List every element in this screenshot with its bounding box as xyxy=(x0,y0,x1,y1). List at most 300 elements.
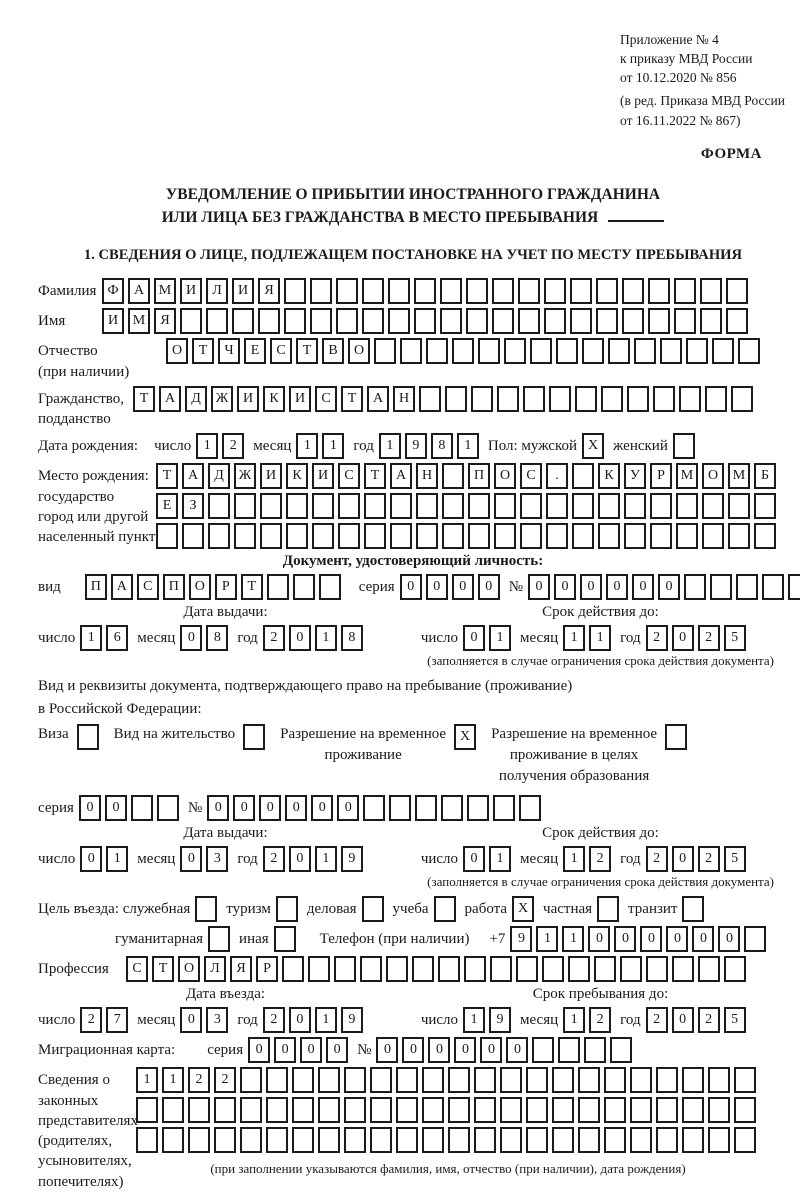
char-box[interactable]: 1 xyxy=(80,625,102,651)
char-box[interactable] xyxy=(724,956,746,982)
char-box[interactable]: Я xyxy=(230,956,252,982)
purpose-official-checkbox[interactable] xyxy=(195,896,217,922)
char-box[interactable] xyxy=(519,795,541,821)
char-box[interactable]: Д xyxy=(208,463,230,489)
char-box[interactable]: 9 xyxy=(341,1007,363,1033)
char-box[interactable] xyxy=(650,523,672,549)
char-box[interactable] xyxy=(500,1127,522,1153)
char-box[interactable] xyxy=(360,956,382,982)
char-box[interactable]: 0 xyxy=(289,1007,311,1033)
char-box[interactable]: И xyxy=(289,386,311,412)
char-box[interactable] xyxy=(388,308,410,334)
char-box[interactable] xyxy=(400,338,422,364)
char-box[interactable] xyxy=(622,278,644,304)
purpose-work-checkbox[interactable]: X xyxy=(512,896,534,922)
char-box[interactable]: 0 xyxy=(554,574,576,600)
char-box[interactable]: 3 xyxy=(206,1007,228,1033)
char-box[interactable]: 9 xyxy=(489,1007,511,1033)
char-box[interactable] xyxy=(726,278,748,304)
char-box[interactable]: Р xyxy=(256,956,278,982)
char-box[interactable] xyxy=(136,1127,158,1153)
char-box[interactable] xyxy=(584,1037,606,1063)
char-box[interactable]: А xyxy=(128,278,150,304)
char-box[interactable]: Е xyxy=(244,338,266,364)
char-box[interactable] xyxy=(414,308,436,334)
char-box[interactable]: О xyxy=(494,463,516,489)
char-box[interactable] xyxy=(674,308,696,334)
char-box[interactable]: 0 xyxy=(259,795,281,821)
char-box[interactable] xyxy=(286,493,308,519)
char-box[interactable]: 1 xyxy=(106,846,128,872)
char-box[interactable] xyxy=(286,523,308,549)
char-box[interactable]: У xyxy=(624,463,646,489)
char-box[interactable]: С xyxy=(126,956,148,982)
char-box[interactable]: 2 xyxy=(646,1007,668,1033)
char-box[interactable]: 0 xyxy=(80,846,102,872)
char-box[interactable]: Я xyxy=(154,308,176,334)
char-box[interactable]: Т xyxy=(192,338,214,364)
char-box[interactable]: 0 xyxy=(426,574,448,600)
char-box[interactable]: . xyxy=(546,463,568,489)
char-box[interactable]: 0 xyxy=(606,574,628,600)
char-box[interactable]: Ч xyxy=(218,338,240,364)
char-box[interactable]: З xyxy=(182,493,204,519)
char-box[interactable]: 0 xyxy=(478,574,500,600)
char-box[interactable] xyxy=(738,338,760,364)
char-box[interactable] xyxy=(544,278,566,304)
char-box[interactable] xyxy=(702,523,724,549)
char-box[interactable]: 0 xyxy=(248,1037,270,1063)
char-box[interactable]: 1 xyxy=(563,625,585,651)
char-box[interactable]: М xyxy=(154,278,176,304)
char-box[interactable] xyxy=(390,493,412,519)
char-box[interactable]: И xyxy=(102,308,124,334)
char-box[interactable] xyxy=(292,1127,314,1153)
char-box[interactable] xyxy=(426,338,448,364)
char-box[interactable] xyxy=(445,386,467,412)
char-box[interactable]: 2 xyxy=(263,625,285,651)
char-box[interactable] xyxy=(414,278,436,304)
char-box[interactable]: 0 xyxy=(180,625,202,651)
char-box[interactable] xyxy=(754,523,776,549)
char-box[interactable] xyxy=(754,493,776,519)
char-box[interactable]: 5 xyxy=(724,625,746,651)
char-box[interactable] xyxy=(156,523,178,549)
char-box[interactable] xyxy=(452,338,474,364)
char-box[interactable]: 2 xyxy=(698,625,720,651)
char-box[interactable]: 0 xyxy=(672,1007,694,1033)
char-box[interactable]: 0 xyxy=(180,1007,202,1033)
char-box[interactable] xyxy=(520,493,542,519)
char-box[interactable] xyxy=(726,308,748,334)
purpose-study-checkbox[interactable] xyxy=(434,896,456,922)
char-box[interactable] xyxy=(310,278,332,304)
char-box[interactable] xyxy=(656,1127,678,1153)
char-box[interactable] xyxy=(682,1097,704,1123)
char-box[interactable] xyxy=(396,1127,418,1153)
char-box[interactable] xyxy=(734,1127,756,1153)
char-box[interactable] xyxy=(728,523,750,549)
char-box[interactable] xyxy=(492,308,514,334)
char-box[interactable] xyxy=(650,493,672,519)
char-box[interactable] xyxy=(466,308,488,334)
char-box[interactable]: Н xyxy=(416,463,438,489)
char-box[interactable] xyxy=(549,386,571,412)
char-box[interactable] xyxy=(684,574,706,600)
char-box[interactable]: 0 xyxy=(289,846,311,872)
char-box[interactable] xyxy=(731,386,753,412)
char-box[interactable]: В xyxy=(322,338,344,364)
char-box[interactable] xyxy=(362,278,384,304)
char-box[interactable] xyxy=(596,278,618,304)
char-box[interactable]: М xyxy=(128,308,150,334)
char-box[interactable]: Л xyxy=(206,278,228,304)
char-box[interactable] xyxy=(471,386,493,412)
char-box[interactable] xyxy=(396,1067,418,1093)
char-box[interactable] xyxy=(596,308,618,334)
char-box[interactable] xyxy=(578,1127,600,1153)
char-box[interactable] xyxy=(478,338,500,364)
char-box[interactable] xyxy=(157,795,179,821)
char-box[interactable]: С xyxy=(315,386,337,412)
char-box[interactable] xyxy=(234,493,256,519)
char-box[interactable] xyxy=(240,1127,262,1153)
char-box[interactable] xyxy=(390,523,412,549)
char-box[interactable]: О xyxy=(166,338,188,364)
char-box[interactable]: 9 xyxy=(510,926,532,952)
char-box[interactable] xyxy=(208,523,230,549)
char-box[interactable] xyxy=(582,338,604,364)
char-box[interactable] xyxy=(284,278,306,304)
char-box[interactable]: 0 xyxy=(400,574,422,600)
char-box[interactable]: Т xyxy=(241,574,263,600)
char-box[interactable]: И xyxy=(232,278,254,304)
char-box[interactable] xyxy=(293,574,315,600)
char-box[interactable]: 0 xyxy=(233,795,255,821)
char-box[interactable] xyxy=(604,1097,626,1123)
char-box[interactable]: 7 xyxy=(106,1007,128,1033)
char-box[interactable]: Е xyxy=(156,493,178,519)
char-box[interactable] xyxy=(708,1127,730,1153)
char-box[interactable] xyxy=(627,386,649,412)
char-box[interactable]: К xyxy=(263,386,285,412)
char-box[interactable] xyxy=(546,493,568,519)
char-box[interactable] xyxy=(438,956,460,982)
char-box[interactable]: 9 xyxy=(341,846,363,872)
char-box[interactable] xyxy=(448,1127,470,1153)
char-box[interactable] xyxy=(292,1097,314,1123)
char-box[interactable]: 0 xyxy=(452,574,474,600)
char-box[interactable]: 0 xyxy=(580,574,602,600)
char-box[interactable] xyxy=(594,956,616,982)
permit-checkbox-0[interactable] xyxy=(77,724,99,750)
char-box[interactable]: 0 xyxy=(428,1037,450,1063)
char-box[interactable] xyxy=(162,1127,184,1153)
char-box[interactable]: Т xyxy=(152,956,174,982)
char-box[interactable] xyxy=(572,463,594,489)
char-box[interactable]: 0 xyxy=(480,1037,502,1063)
char-box[interactable] xyxy=(370,1067,392,1093)
char-box[interactable]: 8 xyxy=(431,433,453,459)
char-box[interactable] xyxy=(415,795,437,821)
char-box[interactable]: 0 xyxy=(289,625,311,651)
char-box[interactable] xyxy=(240,1067,262,1093)
char-box[interactable] xyxy=(676,493,698,519)
char-box[interactable] xyxy=(260,493,282,519)
char-box[interactable] xyxy=(336,308,358,334)
char-box[interactable]: П xyxy=(85,574,107,600)
char-box[interactable]: 1 xyxy=(457,433,479,459)
char-box[interactable] xyxy=(648,308,670,334)
char-box[interactable] xyxy=(292,1067,314,1093)
char-box[interactable]: 1 xyxy=(536,926,558,952)
char-box[interactable]: 5 xyxy=(724,846,746,872)
char-box[interactable] xyxy=(698,956,720,982)
char-box[interactable]: 8 xyxy=(341,625,363,651)
char-box[interactable] xyxy=(466,278,488,304)
char-box[interactable] xyxy=(546,523,568,549)
char-box[interactable]: 0 xyxy=(300,1037,322,1063)
char-box[interactable]: 0 xyxy=(632,574,654,600)
char-box[interactable]: О xyxy=(702,463,724,489)
char-box[interactable] xyxy=(422,1067,444,1093)
char-box[interactable] xyxy=(578,1067,600,1093)
char-box[interactable]: 8 xyxy=(206,625,228,651)
char-box[interactable]: Т xyxy=(341,386,363,412)
char-box[interactable]: А xyxy=(111,574,133,600)
char-box[interactable] xyxy=(416,523,438,549)
char-box[interactable] xyxy=(676,523,698,549)
char-box[interactable]: Т xyxy=(364,463,386,489)
char-box[interactable] xyxy=(388,278,410,304)
char-box[interactable] xyxy=(526,1067,548,1093)
char-box[interactable] xyxy=(497,386,519,412)
char-box[interactable] xyxy=(162,1097,184,1123)
char-box[interactable] xyxy=(708,1097,730,1123)
char-box[interactable] xyxy=(344,1127,366,1153)
char-box[interactable] xyxy=(416,493,438,519)
char-box[interactable] xyxy=(702,493,724,519)
char-box[interactable] xyxy=(686,338,708,364)
char-box[interactable] xyxy=(474,1127,496,1153)
char-box[interactable]: Я xyxy=(258,278,280,304)
char-box[interactable]: 0 xyxy=(454,1037,476,1063)
char-box[interactable] xyxy=(624,493,646,519)
char-box[interactable] xyxy=(266,1097,288,1123)
char-box[interactable] xyxy=(762,574,784,600)
char-box[interactable] xyxy=(705,386,727,412)
char-box[interactable] xyxy=(232,308,254,334)
char-box[interactable]: 0 xyxy=(463,846,485,872)
char-box[interactable]: И xyxy=(180,278,202,304)
char-box[interactable] xyxy=(656,1097,678,1123)
char-box[interactable] xyxy=(520,523,542,549)
char-box[interactable] xyxy=(608,338,630,364)
char-box[interactable] xyxy=(362,308,384,334)
char-box[interactable]: 2 xyxy=(589,1007,611,1033)
char-box[interactable] xyxy=(318,1067,340,1093)
char-box[interactable]: 1 xyxy=(296,433,318,459)
char-box[interactable] xyxy=(700,308,722,334)
char-box[interactable]: 1 xyxy=(562,926,584,952)
char-box[interactable]: 0 xyxy=(180,846,202,872)
char-box[interactable]: 0 xyxy=(105,795,127,821)
char-box[interactable]: 0 xyxy=(672,846,694,872)
char-box[interactable]: К xyxy=(598,463,620,489)
char-box[interactable] xyxy=(572,523,594,549)
char-box[interactable]: 0 xyxy=(79,795,101,821)
char-box[interactable]: 0 xyxy=(274,1037,296,1063)
char-box[interactable] xyxy=(634,338,656,364)
char-box[interactable]: 1 xyxy=(379,433,401,459)
char-box[interactable]: И xyxy=(237,386,259,412)
char-box[interactable]: 2 xyxy=(188,1067,210,1093)
char-box[interactable] xyxy=(620,956,642,982)
char-box[interactable]: 1 xyxy=(162,1067,184,1093)
char-box[interactable] xyxy=(568,956,590,982)
char-box[interactable] xyxy=(344,1067,366,1093)
char-box[interactable] xyxy=(674,278,696,304)
char-box[interactable] xyxy=(364,523,386,549)
purpose-tourism-checkbox[interactable] xyxy=(276,896,298,922)
char-box[interactable] xyxy=(363,795,385,821)
char-box[interactable] xyxy=(552,1097,574,1123)
char-box[interactable]: 0 xyxy=(376,1037,398,1063)
char-box[interactable] xyxy=(214,1127,236,1153)
char-box[interactable] xyxy=(708,1067,730,1093)
char-box[interactable] xyxy=(712,338,734,364)
char-box[interactable]: 0 xyxy=(528,574,550,600)
char-box[interactable] xyxy=(206,308,228,334)
char-box[interactable] xyxy=(308,956,330,982)
char-box[interactable] xyxy=(338,493,360,519)
char-box[interactable]: 1 xyxy=(315,1007,337,1033)
char-box[interactable] xyxy=(422,1127,444,1153)
char-box[interactable] xyxy=(494,493,516,519)
char-box[interactable] xyxy=(648,278,670,304)
char-box[interactable] xyxy=(526,1097,548,1123)
char-box[interactable] xyxy=(441,795,463,821)
char-box[interactable]: О xyxy=(178,956,200,982)
char-box[interactable]: 0 xyxy=(588,926,610,952)
char-box[interactable] xyxy=(572,493,594,519)
char-box[interactable] xyxy=(656,1067,678,1093)
char-box[interactable]: 1 xyxy=(489,846,511,872)
char-box[interactable] xyxy=(131,795,153,821)
char-box[interactable] xyxy=(604,1127,626,1153)
char-box[interactable]: 1 xyxy=(196,433,218,459)
char-box[interactable] xyxy=(364,493,386,519)
char-box[interactable]: 0 xyxy=(402,1037,424,1063)
permit-checkbox-1[interactable] xyxy=(243,724,265,750)
char-box[interactable] xyxy=(412,956,434,982)
char-box[interactable] xyxy=(788,574,800,600)
char-box[interactable] xyxy=(542,956,564,982)
char-box[interactable] xyxy=(240,1097,262,1123)
char-box[interactable]: Т xyxy=(133,386,155,412)
char-box[interactable]: 2 xyxy=(222,433,244,459)
char-box[interactable] xyxy=(442,463,464,489)
char-box[interactable] xyxy=(622,308,644,334)
char-box[interactable]: 0 xyxy=(207,795,229,821)
char-box[interactable] xyxy=(552,1067,574,1093)
char-box[interactable]: К xyxy=(286,463,308,489)
char-box[interactable]: 0 xyxy=(658,574,680,600)
char-box[interactable]: Ф xyxy=(102,278,124,304)
char-box[interactable] xyxy=(442,523,464,549)
char-box[interactable]: С xyxy=(520,463,542,489)
char-box[interactable]: Ж xyxy=(211,386,233,412)
char-box[interactable] xyxy=(624,523,646,549)
char-box[interactable]: Ж xyxy=(234,463,256,489)
char-box[interactable] xyxy=(336,278,358,304)
char-box[interactable] xyxy=(464,956,486,982)
char-box[interactable] xyxy=(630,1067,652,1093)
char-box[interactable] xyxy=(578,1097,600,1123)
char-box[interactable]: Т xyxy=(296,338,318,364)
char-box[interactable] xyxy=(440,278,462,304)
char-box[interactable]: 1 xyxy=(315,846,337,872)
char-box[interactable] xyxy=(474,1097,496,1123)
char-box[interactable] xyxy=(188,1097,210,1123)
char-box[interactable] xyxy=(500,1067,522,1093)
char-box[interactable]: 0 xyxy=(692,926,714,952)
char-box[interactable] xyxy=(318,1097,340,1123)
char-box[interactable]: 2 xyxy=(646,846,668,872)
char-box[interactable] xyxy=(710,574,732,600)
char-box[interactable] xyxy=(672,956,694,982)
char-box[interactable] xyxy=(601,386,623,412)
char-box[interactable] xyxy=(682,1127,704,1153)
char-box[interactable]: П xyxy=(468,463,490,489)
char-box[interactable]: 2 xyxy=(646,625,668,651)
char-box[interactable] xyxy=(598,523,620,549)
char-box[interactable] xyxy=(260,523,282,549)
char-box[interactable] xyxy=(448,1067,470,1093)
char-box[interactable] xyxy=(558,1037,580,1063)
char-box[interactable] xyxy=(422,1097,444,1123)
char-box[interactable]: 2 xyxy=(698,1007,720,1033)
char-box[interactable] xyxy=(500,1097,522,1123)
char-box[interactable] xyxy=(575,386,597,412)
char-box[interactable] xyxy=(556,338,578,364)
char-box[interactable]: Н xyxy=(393,386,415,412)
char-box[interactable]: 2 xyxy=(589,846,611,872)
char-box[interactable]: 1 xyxy=(589,625,611,651)
char-box[interactable] xyxy=(344,1097,366,1123)
char-box[interactable] xyxy=(467,795,489,821)
char-box[interactable] xyxy=(570,278,592,304)
char-box[interactable] xyxy=(136,1097,158,1123)
char-box[interactable] xyxy=(180,308,202,334)
char-box[interactable]: П xyxy=(163,574,185,600)
char-box[interactable] xyxy=(312,493,334,519)
char-box[interactable] xyxy=(442,493,464,519)
char-box[interactable]: 0 xyxy=(285,795,307,821)
char-box[interactable] xyxy=(468,493,490,519)
char-box[interactable]: А xyxy=(367,386,389,412)
char-box[interactable] xyxy=(653,386,675,412)
char-box[interactable] xyxy=(660,338,682,364)
char-box[interactable]: 6 xyxy=(106,625,128,651)
char-box[interactable] xyxy=(734,1097,756,1123)
char-box[interactable] xyxy=(188,1127,210,1153)
char-box[interactable] xyxy=(646,956,668,982)
char-box[interactable]: А xyxy=(159,386,181,412)
char-box[interactable] xyxy=(182,523,204,549)
char-box[interactable] xyxy=(214,1097,236,1123)
char-box[interactable]: А xyxy=(182,463,204,489)
